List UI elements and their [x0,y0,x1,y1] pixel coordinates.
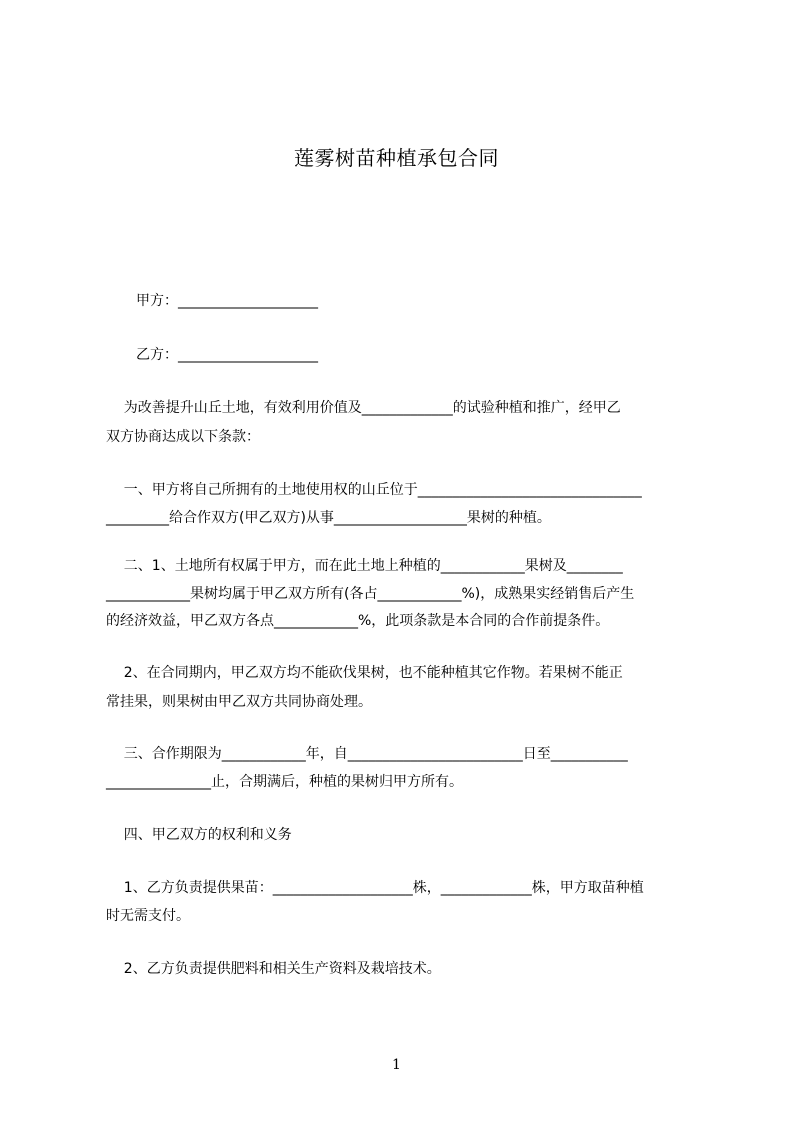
clause-4-heading: 四、甲乙双方的权利和义务 [106,827,292,843]
clause-3-line-2: _______________止，合期满后，种植的果树归甲方所有。 [106,774,463,790]
clause-1-line-2: _________给合作双方(甲乙双方)从事___________________果树的种植。 [106,510,551,526]
clause-2-1-line-3: 的经济效益，甲乙双方各点____________%，此项条款是本合同的合作前提条件。 [106,613,610,629]
clause-2-2-line-2: 常挂果，则果树由甲乙双方共同协商处理。 [106,694,372,710]
clause-2-1-line-1: 二、1、土地所有权属于甲方，而在此土地上种植的____________果树及________ [106,558,623,574]
clause-2-2-line-1: 2、在合同期内，甲乙双方均不能砍伐果树，也不能种植其它作物。若果树不能正 [106,665,623,681]
document-title: 莲雾树苗种植承包合同 [294,146,499,170]
clause-2-1-line-2: ____________果树均属于甲乙双方所有(各占____________%)，成熟果实经销售后产生 [106,586,635,602]
party-a-line: 甲方：____________________ [136,293,318,309]
page-number: 1 [392,1057,401,1073]
clause-4-1-line-1: 1、乙方负责提供果苗：____________________株，_____________株，甲方取苗种植 [106,880,644,896]
party-b-line: 乙方：____________________ [136,347,318,363]
clause-4-2-line: 2、乙方负责提供肥料和相关生产资料及栽培技术。 [106,961,441,977]
clause-3-line-1: 三、合作期限为____________年，自_________________________日至___________ [106,746,628,762]
intro-line-1: 为改善提升山丘土地，有效利用价值及_____________的试验种植和推广，经甲乙 [106,400,621,416]
clause-1-line-1: 一、甲方将自己所拥有的土地使用权的山丘位于________________________________ [106,482,642,498]
intro-line-2: 双方协商达成以下条款： [106,429,260,445]
clause-4-1-line-2: 时无需支付。 [106,908,190,924]
